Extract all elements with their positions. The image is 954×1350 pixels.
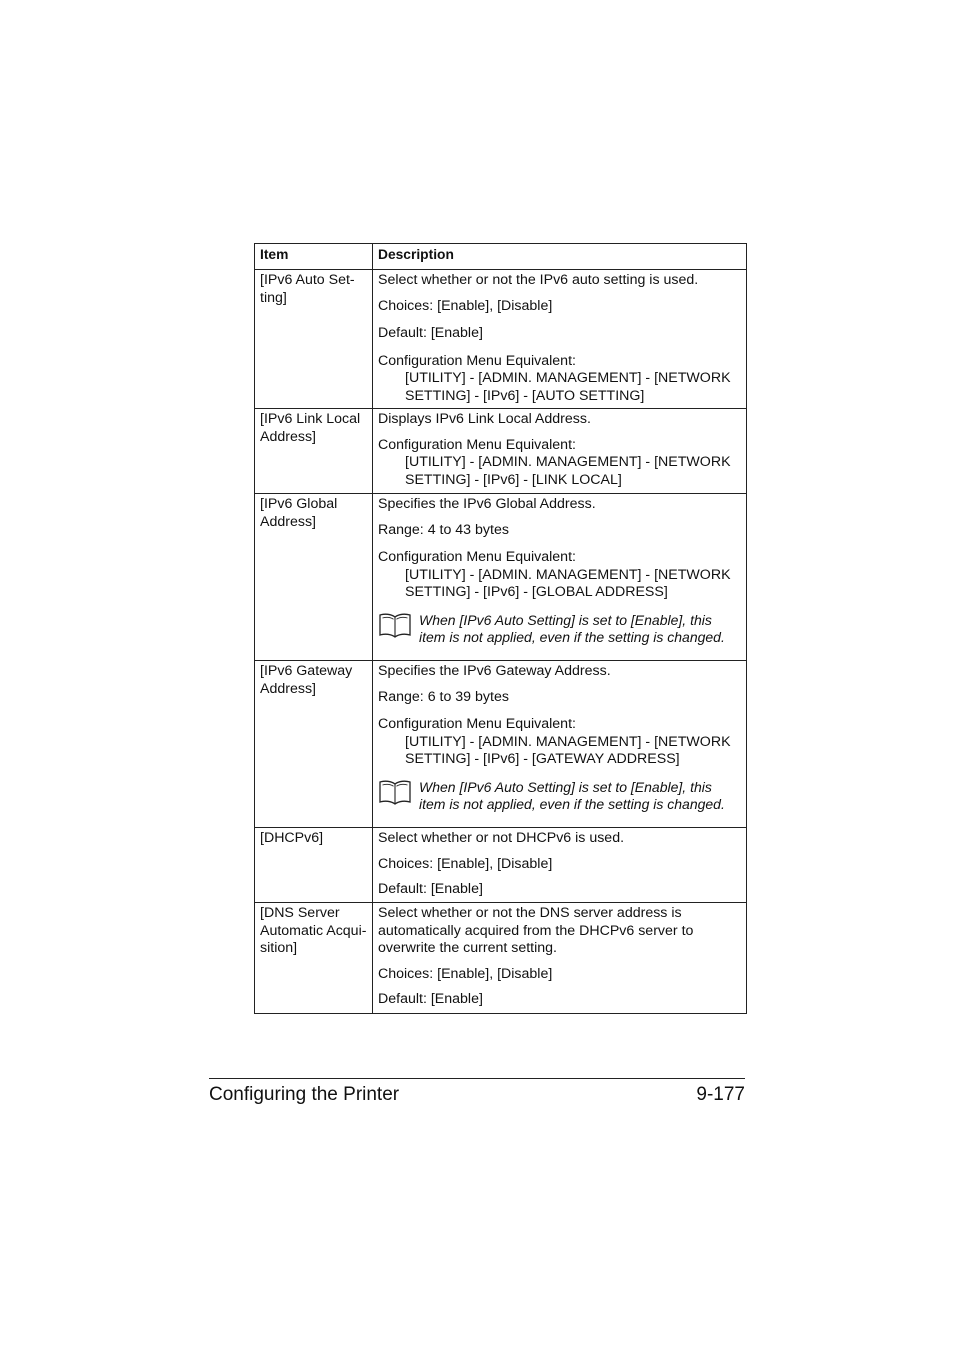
config-menu-path: SETTING] - [IPv6] - [GLOBAL ADDRESS] xyxy=(405,584,668,600)
table-row xyxy=(255,828,747,903)
row-description-cell xyxy=(373,661,747,828)
description-text: Specifies the IPv6 Global Address. xyxy=(378,496,596,512)
row-item-cell xyxy=(255,409,373,494)
note xyxy=(378,612,741,647)
config-menu-path: SETTING] - [IPv6] - [GATEWAY ADDRESS] xyxy=(405,751,680,767)
item-line: Address] xyxy=(260,428,316,445)
item-line: Address] xyxy=(260,680,316,697)
description-text: Select whether or not the IPv6 auto setting is used. xyxy=(378,272,699,288)
description-text: Select whether or not DHCPv6 is used. xyxy=(378,830,625,846)
config-menu-label: Configuration Menu Equivalent: xyxy=(378,352,576,369)
book-note-icon xyxy=(378,612,419,647)
note-line: When [IPv6 Auto Setting] is set to [Enable], this xyxy=(419,778,712,795)
item-line: Address] xyxy=(260,513,316,530)
range-text: Range: 6 to 39 bytes xyxy=(378,688,509,705)
note-line: item is not applied, even if the setting is changed. xyxy=(419,629,725,645)
table-row xyxy=(255,494,747,661)
item-line: [DNS Server xyxy=(260,905,340,921)
table-row xyxy=(255,903,747,1014)
choices-text: Choices: [Enable], [Disable] xyxy=(378,855,553,872)
note xyxy=(378,779,741,814)
description-text: Select whether or not the DNS server address is xyxy=(378,905,682,921)
spec-table xyxy=(254,243,747,1014)
table-header-row xyxy=(255,244,747,270)
item-line: [IPv6 Gateway xyxy=(260,663,353,679)
note-line: item is not applied, even if the setting is changed. xyxy=(419,796,725,812)
row-item-cell xyxy=(255,828,373,903)
default-text: Default: [Enable] xyxy=(378,991,483,1007)
config-menu-path: [UTILITY] - [ADMIN. MANAGEMENT] - [NETWORK xyxy=(405,566,731,583)
note-text xyxy=(419,779,725,814)
description-text: Specifies the IPv6 Gateway Address. xyxy=(378,663,611,679)
item-line: [IPv6 Auto Set- xyxy=(260,272,355,288)
description-text: automatically acquired from the DHCPv6 server to xyxy=(378,922,694,939)
config-menu-path: [UTILITY] - [ADMIN. MANAGEMENT] - [NETWORK xyxy=(405,733,731,750)
row-description-cell xyxy=(373,409,747,494)
config-menu-path: [UTILITY] - [ADMIN. MANAGEMENT] - [NETWORK xyxy=(405,370,731,386)
config-menu-path: SETTING] - [IPv6] - [LINK LOCAL] xyxy=(405,471,622,488)
header-item: Item xyxy=(255,244,373,270)
config-menu-label: Configuration Menu Equivalent: xyxy=(378,436,576,453)
header-description: Description xyxy=(373,244,747,270)
footer-title: Configuring the Printer xyxy=(209,1084,400,1105)
config-menu-label: Configuration Menu Equivalent: xyxy=(378,716,576,732)
book-note-icon xyxy=(378,779,419,814)
note-line: When [IPv6 Auto Setting] is set to [Enable], this xyxy=(419,611,712,628)
page-number: 9-177 xyxy=(696,1084,745,1105)
table-row xyxy=(255,409,747,494)
description-text: overwrite the current setting. xyxy=(378,940,557,956)
config-menu-path: [UTILITY] - [ADMIN. MANAGEMENT] - [NETWORK xyxy=(405,454,731,470)
item-line: [IPv6 Global xyxy=(260,496,338,512)
choices-text: Choices: [Enable], [Disable] xyxy=(378,297,553,314)
row-item-cell xyxy=(255,661,373,828)
choices-text: Choices: [Enable], [Disable] xyxy=(378,965,553,982)
item-line: Automatic Acqui- xyxy=(260,922,367,939)
item-line: sition] xyxy=(260,940,298,956)
description-text: Displays IPv6 Link Local Address. xyxy=(378,411,591,427)
item-line: [DHCPv6] xyxy=(260,830,324,846)
note-text xyxy=(419,612,725,647)
config-menu-label: Configuration Menu Equivalent: xyxy=(378,549,576,565)
row-description-cell xyxy=(373,270,747,409)
footer-divider xyxy=(209,1078,745,1079)
row-item-cell xyxy=(255,903,373,1014)
item-line: [IPv6 Link Local xyxy=(260,411,361,427)
range-text: Range: 4 to 43 bytes xyxy=(378,521,509,538)
row-description-cell xyxy=(373,494,747,661)
config-menu-path: SETTING] - [IPv6] - [AUTO SETTING] xyxy=(405,387,645,404)
default-text: Default: [Enable] xyxy=(378,325,483,341)
table-row xyxy=(255,270,747,409)
default-text: Default: [Enable] xyxy=(378,881,483,897)
row-description-cell xyxy=(373,903,747,1014)
table-row xyxy=(255,661,747,828)
row-item-cell xyxy=(255,494,373,661)
row-description-cell xyxy=(373,828,747,903)
item-line: ting] xyxy=(260,289,287,306)
row-item-cell xyxy=(255,270,373,409)
